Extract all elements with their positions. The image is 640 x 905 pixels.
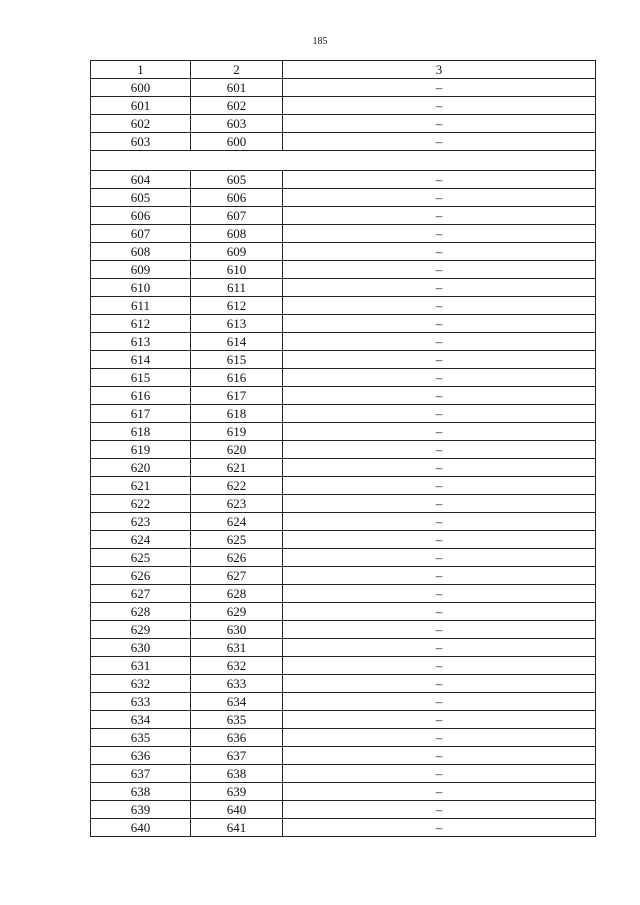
table-row [91, 79, 596, 97]
table-row [91, 351, 596, 369]
table-cell-col-1: 633 [91, 693, 191, 711]
table-cell-col-1: 626 [91, 567, 191, 585]
table-cell-col-1: 601 [91, 97, 191, 115]
table-row [91, 315, 596, 333]
table-cell-col-1: 620 [91, 459, 191, 477]
table-cell-col-1: 623 [91, 513, 191, 531]
table-cell-col-2: 639 [191, 783, 283, 801]
table-row [91, 765, 596, 783]
table-cell-col-2: 637 [191, 747, 283, 765]
table-cell-col-1: 630 [91, 639, 191, 657]
table-cell-col-3: – [283, 315, 596, 333]
table-cell-col-1: 634 [91, 711, 191, 729]
table-cell-col-1: 612 [91, 315, 191, 333]
table-cell-col-2: 601 [191, 79, 283, 97]
group-a-body [91, 79, 596, 151]
table-cell-col-2: 640 [191, 801, 283, 819]
table-cell-col-1: 614 [91, 351, 191, 369]
table-row [91, 711, 596, 729]
table-cell-col-1: 618 [91, 423, 191, 441]
table-cell-col-2: 610 [191, 261, 283, 279]
table-cell-col-3: – [283, 567, 596, 585]
table-cell-col-3: – [283, 675, 596, 693]
table-cell-col-2: 638 [191, 765, 283, 783]
table-row [91, 387, 596, 405]
table-row [91, 405, 596, 423]
table-cell-col-2: 634 [191, 693, 283, 711]
table-row [91, 133, 596, 151]
table-row [91, 621, 596, 639]
table-cell-col-1: 622 [91, 495, 191, 513]
table-cell-col-3: – [283, 657, 596, 675]
table-cell-col-3: – [283, 189, 596, 207]
table-row [91, 801, 596, 819]
table-cell-col-1: 624 [91, 531, 191, 549]
table-cell-col-1: 631 [91, 657, 191, 675]
table-cell-col-3: – [283, 621, 596, 639]
table-row [91, 441, 596, 459]
table-cell-col-3: – [283, 729, 596, 747]
table-cell-col-2: 608 [191, 225, 283, 243]
table-cell-col-3: – [283, 765, 596, 783]
table-row [91, 675, 596, 693]
table-cell-col-2: 641 [191, 819, 283, 837]
table-cell-col-2: 616 [191, 369, 283, 387]
table-cell-col-3: – [283, 585, 596, 603]
table-cell-col-2: 609 [191, 243, 283, 261]
header-cell-3: 3 [283, 61, 596, 79]
table-row [91, 549, 596, 567]
table-cell-col-3: – [283, 477, 596, 495]
table-cell-col-3: – [283, 747, 596, 765]
table-cell-col-1: 610 [91, 279, 191, 297]
table-cell-col-2: 611 [191, 279, 283, 297]
table-cell-col-1: 611 [91, 297, 191, 315]
table-cell-col-2: 613 [191, 315, 283, 333]
table-row [91, 243, 596, 261]
table-cell-col-3: – [283, 279, 596, 297]
table-cell-col-1: 609 [91, 261, 191, 279]
table-cell-col-3: – [283, 387, 596, 405]
table-cell-col-3: – [283, 207, 596, 225]
table-cell-col-1: 613 [91, 333, 191, 351]
table-cell-col-2: 631 [191, 639, 283, 657]
table-cell-col-2: 624 [191, 513, 283, 531]
table-cell-col-2: 619 [191, 423, 283, 441]
table-cell-col-1: 617 [91, 405, 191, 423]
table-cell-col-3: – [283, 115, 596, 133]
table-cell-col-3: – [283, 531, 596, 549]
table-cell-col-2: 630 [191, 621, 283, 639]
table-cell-col-2: 635 [191, 711, 283, 729]
table-cell-col-1: 625 [91, 549, 191, 567]
table-cell-col-1: 602 [91, 115, 191, 133]
table-cell-col-2: 618 [191, 405, 283, 423]
table-row [91, 115, 596, 133]
table-row [91, 297, 596, 315]
table-cell-col-2: 605 [191, 171, 283, 189]
table-cell-col-1: 600 [91, 79, 191, 97]
table-cell-col-3: – [283, 333, 596, 351]
table-cell-col-1: 628 [91, 603, 191, 621]
table-cell-col-3: – [283, 801, 596, 819]
spacer-body [91, 151, 596, 171]
table-cell-col-3: – [283, 79, 596, 97]
table-cell-col-3: – [283, 351, 596, 369]
table-row [91, 693, 596, 711]
table-cell-col-1: 607 [91, 225, 191, 243]
table-row [91, 657, 596, 675]
table-row [91, 171, 596, 189]
table-cell-col-1: 629 [91, 621, 191, 639]
table-cell-col-2: 620 [191, 441, 283, 459]
spacer-cell [91, 151, 596, 171]
table-cell-col-2: 623 [191, 495, 283, 513]
table-row [91, 531, 596, 549]
table-cell-col-2: 632 [191, 657, 283, 675]
table-cell-col-2: 629 [191, 603, 283, 621]
table-cell-col-3: – [283, 819, 596, 837]
table-cell-col-3: – [283, 513, 596, 531]
table-cell-col-1: 604 [91, 171, 191, 189]
table-row [91, 639, 596, 657]
table-cell-col-3: – [283, 297, 596, 315]
group-b-body [91, 171, 596, 837]
table-cell-col-2: 606 [191, 189, 283, 207]
table-cell-col-2: 622 [191, 477, 283, 495]
table-cell-col-3: – [283, 97, 596, 115]
table-row [91, 97, 596, 115]
table-cell-col-1: 638 [91, 783, 191, 801]
table-row [91, 783, 596, 801]
table-cell-col-3: – [283, 225, 596, 243]
table-row [91, 279, 596, 297]
table-cell-col-2: 627 [191, 567, 283, 585]
table-cell-col-3: – [283, 459, 596, 477]
table-row [91, 261, 596, 279]
table-cell-col-3: – [283, 171, 596, 189]
table-cell-col-1: 637 [91, 765, 191, 783]
table-cell-col-2: 617 [191, 387, 283, 405]
table-cell-col-2: 633 [191, 675, 283, 693]
table-cell-col-1: 603 [91, 133, 191, 151]
table-cell-col-3: – [283, 423, 596, 441]
table-cell-col-3: – [283, 639, 596, 657]
table-cell-col-1: 615 [91, 369, 191, 387]
table-row [91, 513, 596, 531]
spacer-row [91, 151, 596, 171]
table-row [91, 729, 596, 747]
table-cell-col-3: – [283, 243, 596, 261]
table-row [91, 819, 596, 837]
table-cell-col-3: – [283, 261, 596, 279]
table-cell-col-2: 636 [191, 729, 283, 747]
header-row [91, 61, 596, 79]
table-cell-col-3: – [283, 603, 596, 621]
table-cell-col-1: 640 [91, 819, 191, 837]
table-cell-col-2: 600 [191, 133, 283, 151]
table-row [91, 423, 596, 441]
table-cell-col-1: 605 [91, 189, 191, 207]
table-cell-col-3: – [283, 369, 596, 387]
table-cell-col-2: 621 [191, 459, 283, 477]
table-row [91, 495, 596, 513]
table-cell-col-3: – [283, 441, 596, 459]
table-cell-col-1: 632 [91, 675, 191, 693]
table-cell-col-1: 616 [91, 387, 191, 405]
table-cell-col-3: – [283, 783, 596, 801]
table-cell-col-2: 626 [191, 549, 283, 567]
table-row [91, 747, 596, 765]
table-cell-col-3: – [283, 711, 596, 729]
table-cell-col-3: – [283, 693, 596, 711]
table-cell-col-2: 602 [191, 97, 283, 115]
table-cell-col-1: 635 [91, 729, 191, 747]
table-row [91, 225, 596, 243]
table-cell-col-2: 615 [191, 351, 283, 369]
table-cell-col-2: 614 [191, 333, 283, 351]
header-cell-2: 2 [191, 61, 283, 79]
table-row [91, 189, 596, 207]
table-row [91, 459, 596, 477]
table-cell-col-3: – [283, 133, 596, 151]
page-number: 185 [312, 36, 328, 47]
table-cell-col-1: 636 [91, 747, 191, 765]
table-cell-col-1: 627 [91, 585, 191, 603]
table-cell-col-1: 606 [91, 207, 191, 225]
table-cell-col-2: 603 [191, 115, 283, 133]
table-cell-col-3: – [283, 405, 596, 423]
table-cell-col-1: 608 [91, 243, 191, 261]
table-cell-col-2: 628 [191, 585, 283, 603]
table-row [91, 333, 596, 351]
table-row [91, 603, 596, 621]
table-row [91, 477, 596, 495]
table-cell-col-1: 621 [91, 477, 191, 495]
table-cell-col-1: 619 [91, 441, 191, 459]
table-cell-col-3: – [283, 549, 596, 567]
table-cell-col-3: – [283, 495, 596, 513]
table-cell-col-1: 639 [91, 801, 191, 819]
table-row [91, 567, 596, 585]
table-row [91, 369, 596, 387]
table-cell-col-2: 612 [191, 297, 283, 315]
table-row [91, 207, 596, 225]
table-row [91, 585, 596, 603]
table-cell-col-2: 607 [191, 207, 283, 225]
data-table [90, 60, 596, 837]
header-cell-1: 1 [91, 61, 191, 79]
table-cell-col-2: 625 [191, 531, 283, 549]
